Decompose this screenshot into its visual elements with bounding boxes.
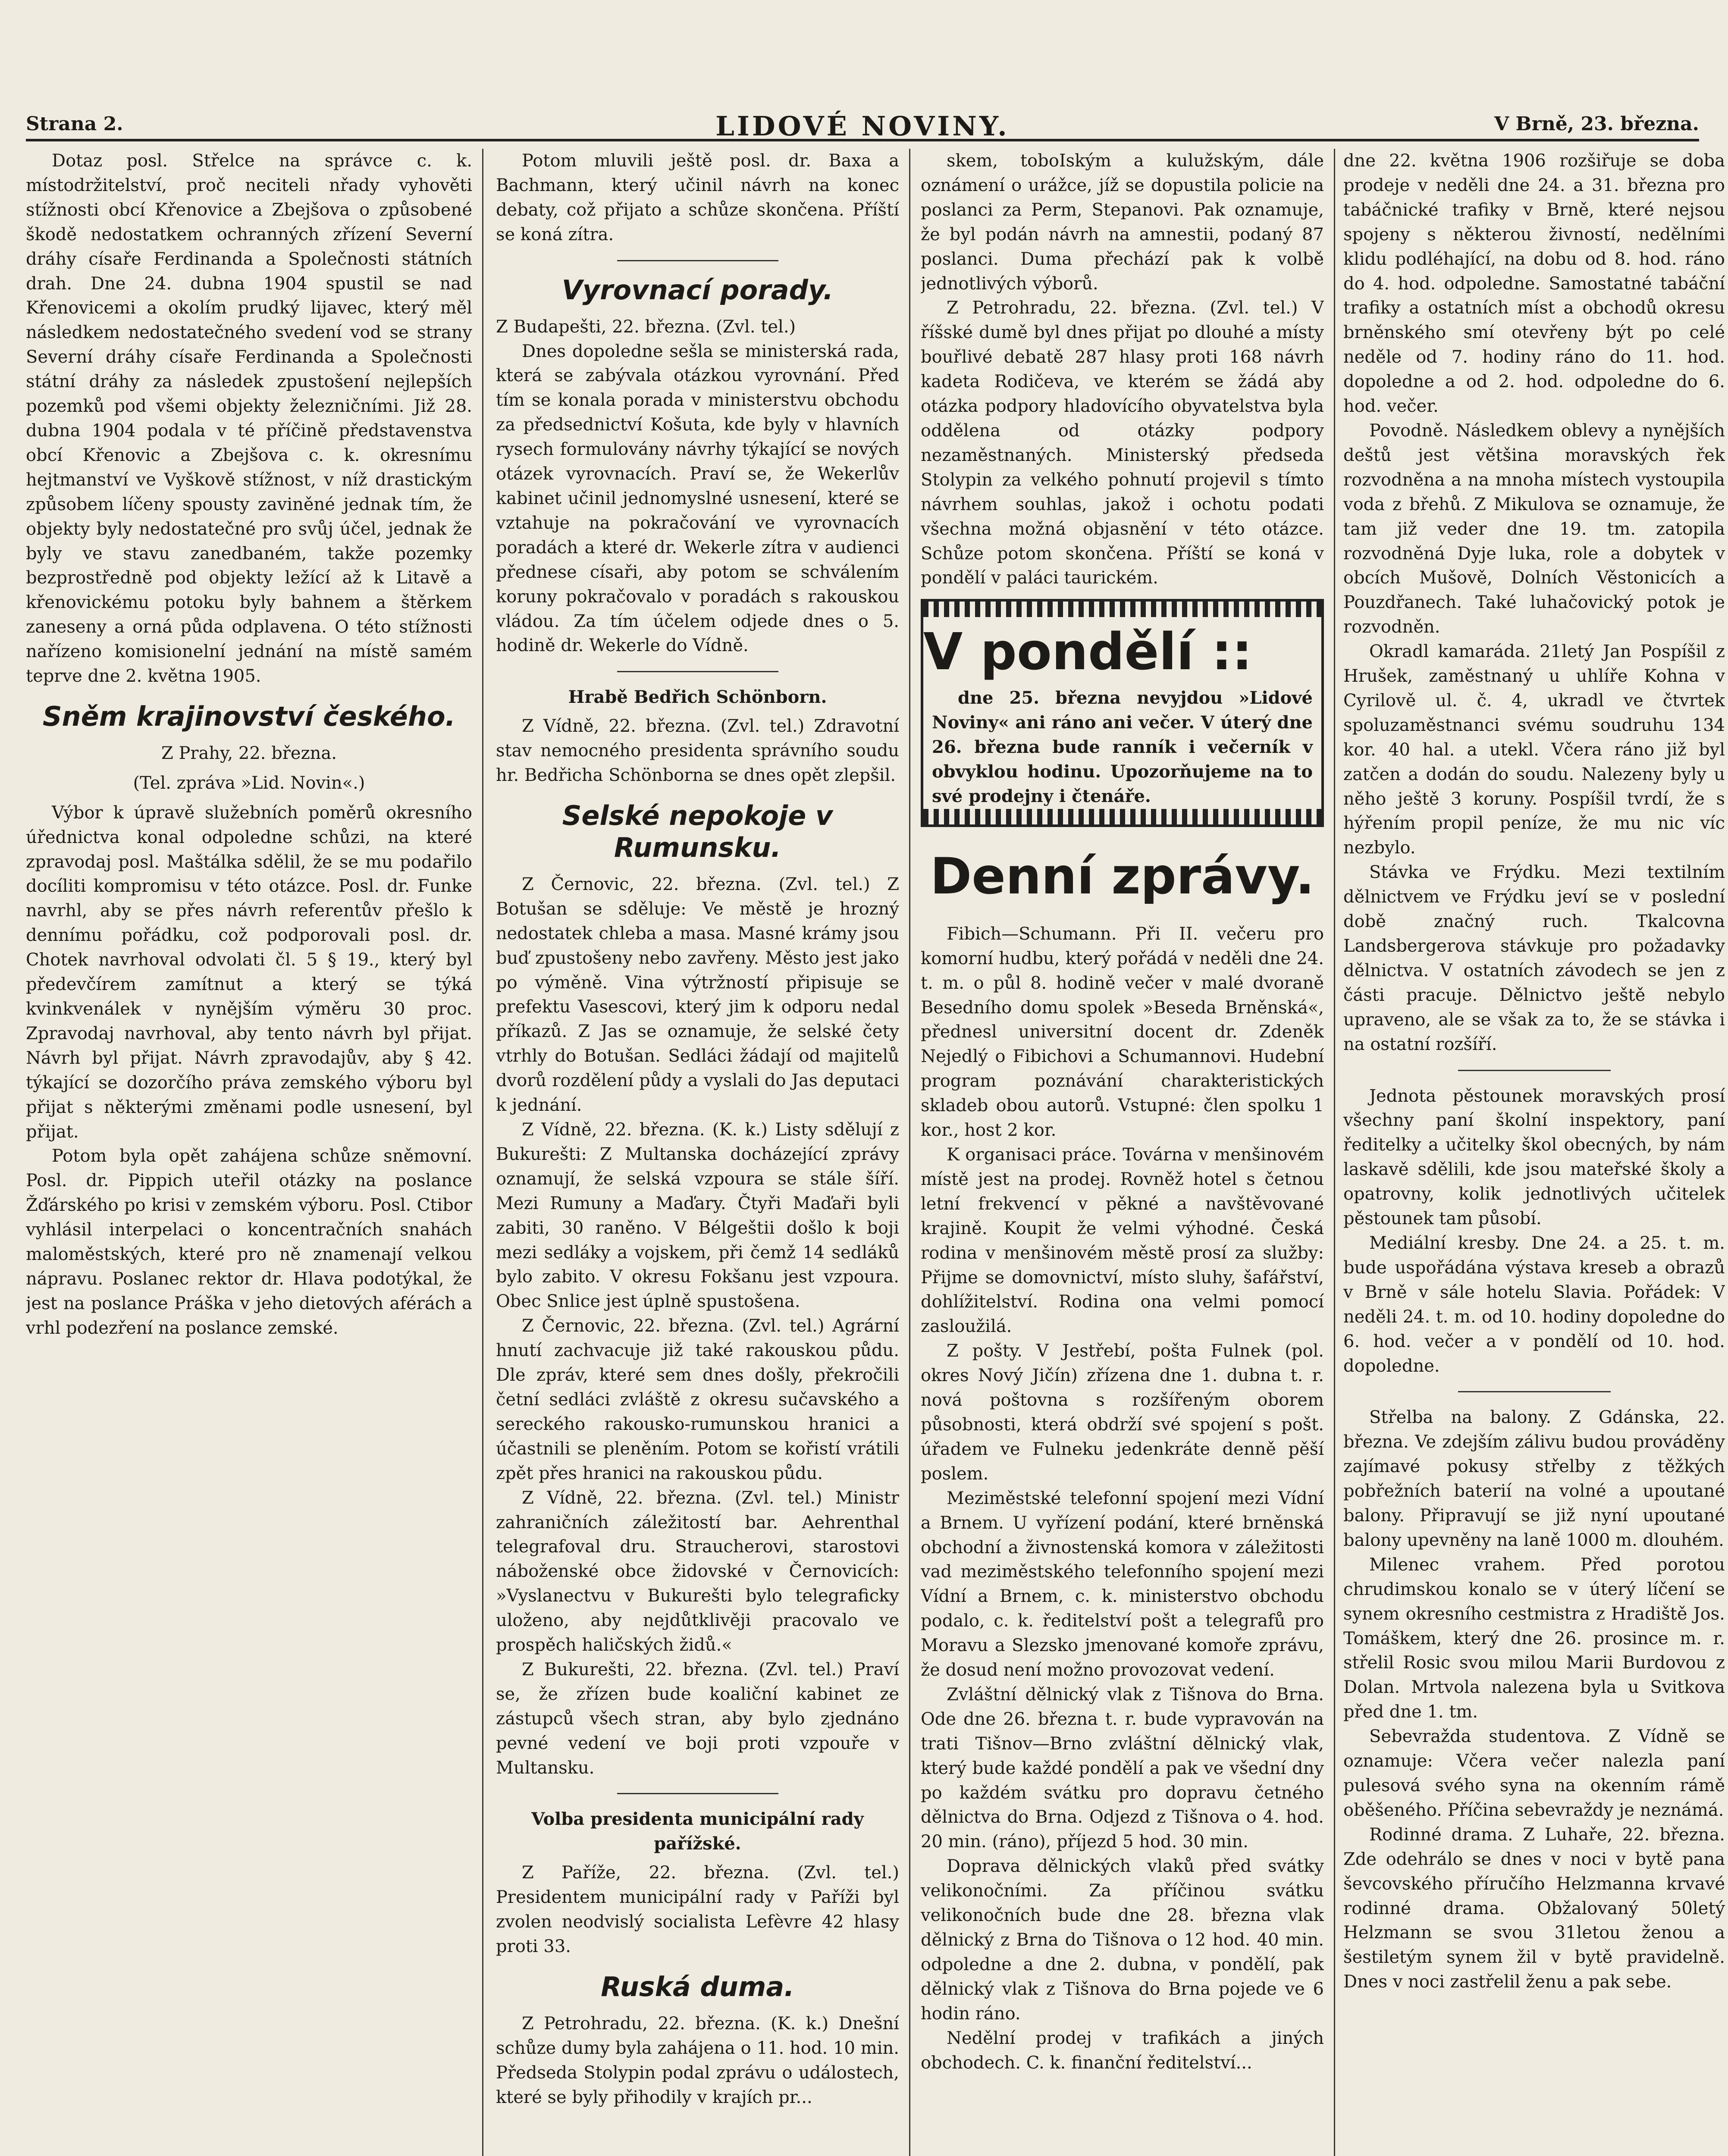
column-3 xyxy=(921,149,1324,2156)
column-2 xyxy=(496,149,899,2156)
masthead xyxy=(26,110,1699,142)
article-paragraph: Z Vídně, 22. března. (Zvl. tel.) Ministr zahraničních záležitostí bar. Aehrenthal telegrafoval dru. Straucherovi, starostovi náboženské obce židovské v Černovicích: »Vyslanectvu v Bukurešti bylo telegraficky uloženo, aby nejdůtklivěji pracovalo ve prospěch haličských židů.« xyxy=(496,1488,899,1655)
article-paragraph: Z Petrohradu, 22. března. (K. k.) Dnešní schůze dumy byla zahájena o 11. hod. 10 min. Předseda Stolypin podal zprávu o událostech, které se byly přihodily v krajích pr... xyxy=(496,2013,899,2107)
column-1 xyxy=(26,149,472,2156)
article-paragraph: Milenec vrahem. Před porotou chrudimskou konalo se v úterý líčení se synem okresního cestmistra z Hradiště Jos. Tomáškem, který dne 26. prosince m. r. střelil Rosic svou milou Marii Burdovou z Dolan. Mrtvola nalezena byla u Svitkova před dne 1. tm. xyxy=(1343,1554,1725,1722)
article-paragraph: Stávka ve Frýdku. Mezi textilním dělnictvem ve Frýdku jeví se v poslední době značný ruch. Tkalcovna Landsbergerova stávkuje pro požadavky dělnictva. V ostatních závodech se jen z části pracuje. Dělnictvo ještě nebylo upraveno, ale se však za to, že se stávka i na ostatní rozšíří. xyxy=(1343,862,1725,1054)
article-paragraph: K organisaci práce. Továrna v menšinovém místě jest na prodej. Rovněž hotel s četnou letní frekvencí v pěkné a navštěvované krajině. Koupit že velmi výhodné. Česká rodina v menšinovém městě prosí za služby: Přijme se domovnictví, místo sluhy, šafářství, dohlížitelství. Rodina ona velmi pomocí zasloužilá. xyxy=(921,1145,1324,1337)
newspaper-title: LIDOVÉ NOVINY. xyxy=(715,110,1010,142)
ornament-border xyxy=(923,809,1321,824)
article-paragraph: Meziměstské telefonní spojení mezi Vídní a Brnem. U vyřízení podání, které brněnská obchodní a živnostenská komora v záležitosti vad meziměstského telefonního spojení mezi Vídní a Brnem, c. k. ministerstvo obchodu podalo, c. k. ředitelství pošt a telegrafů pro Moravu a Slezsko jmenované komoře zprávu, že dosud není možno provozovat vedení. xyxy=(921,1488,1324,1680)
column-rule xyxy=(909,149,910,2156)
article-paragraph: Z Petrohradu, 22. března. (Zvl. tel.) V říšské dumě byl dnes přijat po dlouhé a místy bouřlivé debatě 287 hlasy proti 168 návrh kadeta Rodičeva, ve kterém se žádá aby otázka podpory hladovícího obyvatelstva byla oddělena od otázky podpory nezaměstnaných. Ministerský předseda Stolypin za velkého pohnutí projevil s tímto návrhem souhlas, jakož i ochotu podati všechna možná objasnění v této otázce. Schůze potom skončena. Příští se koná v pondělí v paláci taurickém. xyxy=(921,298,1324,588)
divider xyxy=(1458,1391,1611,1392)
article-heading: Ruská duma. xyxy=(601,1971,794,2002)
article-paragraph: Jednota pěstounek moravských prosí všechny paní školní inspektory, paní ředitelky a učitelky škol obecných, by nám laskavě sdělili, kde jsou mateřské školy a opatrovny, kolik jednotlivých učitelek pěstounek tam působí. xyxy=(1343,1086,1725,1229)
article-heading: Sněm krajinovství českého. xyxy=(42,700,456,732)
article-paragraph: Z Paříže, 22. března. (Zvl. tel.) Presidentem municipální rady v Paříži byl zvolen neodvislý socialista Lefèvre 42 hlasy proti 33. xyxy=(496,1863,899,1956)
article-paragraph: Povodně. Následkem oblevy a nynějších deštů jest většina moravských řek rozvodněna a na mnoha místech vystoupila voda z břehů. Z Mikulova se oznamuje, že tam již veder dne 19. tm. zatopila rozvodněná Dyje luka, role a dobytek v obcích Mušově, Dolních Věstonicích a Pouzdřanech. Také luhačovický potok je rozvodněn. xyxy=(1343,420,1725,637)
article-paragraph: Z Bukurešti, 22. března. (Zvl. tel.) Praví se, že zřízen bude koaliční kabinet ze zástupců všech stran, aby bylo zjednáno pevné vedení ve boji proti vzpouře v Multansku. xyxy=(496,1659,899,1778)
divider xyxy=(617,671,778,672)
dateline: Z Budapešti, 22. března. (Zvl. tel.) xyxy=(496,317,796,337)
page-number: Strana 2. xyxy=(26,113,123,135)
article-paragraph: Z Černovic, 22. března. (Zvl. tel.) Agrární hnutí zachvacuje již také rakouskou půdu. Dle zpráv, které sem dnes došly, překročili četní sedláci zvláště z okresu sučavského a sereckého rakousko-rumunskou hranici a účastnili se pleněním. Potom se kořistí vrátili zpět přes hranici na rakouskou půdu. xyxy=(496,1316,899,1483)
article-heading: Vyrovnací porady. xyxy=(561,274,834,306)
article-paragraph: Nedělní prodej v trafikách a jiných obchodech. C. k. finanční ředitelství... xyxy=(921,2028,1324,2073)
article-paragraph: Doprava dělnických vlaků před svátky velikonočními. Za příčinou svátku velikonočních bude dne 28. března vlak dělnický z Brna do Tišnova o 12 hod. 40 min. odpoledne a dne 2. dubna, v pondělí, pak dělnický vlak z Tišnova do Brna pojede ve 6 hodin ráno. xyxy=(921,1856,1324,2024)
article-paragraph: Z Vídně, 22. března. (Zvl. tel.) Zdravotní stav nemocného presidenta správního soudu hr. Bedřicha Schönborna se dnes opět zlepšil. xyxy=(496,716,899,786)
article-paragraph: Zvláštní dělnický vlak z Tišnova do Brna. Ode dne 26. března t. r. bude vypravován na trati Tišnov—Brno zvláštní dělnický vlak, který bude každé pondělí a pak ve všední dny po každém svátku pro dopravu četného dělnictva do Brna. Odjezd z Tišnova o 4. hod. 20 min. (ráno), příjezd 5 hod. 30 min. xyxy=(921,1684,1324,1852)
article-paragraph: Potom mluvili ještě posl. dr. Baxa a Bachmann, který učinil návrh na konec debaty, což přijato a schůze skončena. Příští se koná zítra. xyxy=(496,151,899,244)
article-paragraph: Sebevražda studentova. Z Vídně se oznamuje: Včera večer nalezla paní pulesová svého syna na okenním rámě oběšeného. Příčina sebevraždy je neznámá. xyxy=(1343,1727,1725,1820)
article-paragraph: Dnes dopoledne sešla se ministerská rada, která se zabývala otázkou vyrovnání. Před tím se konala porada v ministerstvu obchodu za předsednictví Košuta, kde byly v hlavních rysech formulovány návrhy týkající se nových otázek vyrovnacích. Praví se, že Wekerlův kabinet učinil jednomyslné usnesení, které se vztahuje na pokračování ve vyrovnacích poradách a které dr. Wekerle zítra v audienci přednese císaři, aby potom se schválením koruny pokračovalo v poradách s rakouskou vládou. Za tím účelem odjede dnes o 5. hodině dr. Wekerle do Vídně. xyxy=(496,341,899,656)
article-paragraph: Z pošty. V Jestřebí, pošta Fulnek (pol. okres Nový Jičín) zřízena dne 1. dubna t. r. nová poštovna s rozšířeným oborem působnosti, která obdrží své spojení s pošt. úřadem ve Fulneku jedenkráte denně pěší poslem. xyxy=(921,1341,1324,1484)
dateline: (Tel. zpráva »Lid. Novin«.) xyxy=(133,773,365,793)
article-paragraph: Dotaz posl. Střelce na správce c. k. místodržitelství, proč neciteli nřady vyhověti stížnosti obcí Křenovice a Zbejšova o způsobené škodě nedostatkem ochranných zřízení Severní dráhy císaře Ferdinanda a Společnosti státních drah. Dne 24. dubna 1904 spustil se nad Křenovicemi a okolím prudký lijavec, který měl následkem nedostatečného svedení vod se strany Severní dráhy císaře Ferdinanda a Společnosti státní dráhy za následek zpustošení nejlepších pozemků pod všemi objekty železničními. Již 28. dubna 1904 podala v té příčině představenstva obcí Křenovic a Zbejšova c. k. okresnímu hejtmanství ve Vyškově stížnost, v níž drastickým způsobem líčeny spousty zaviněné jednak tím, že objekty byly nedostatečné pro svůj účel, jednak že byly ve stavu zanedbaném, takže pozemky bezprostředně pod objekty ležící až k Litavě a křenovickému potoku byly bahnem a štěrkem zaneseny a orná půda odplavena. O této stížnosti nařízeno komisionelní jednání na místě samém teprve dne 2. května 1905. xyxy=(26,151,472,686)
notice-title: V pondělí :: xyxy=(923,622,1252,682)
column-rule xyxy=(1334,149,1335,2156)
article-heading: Selské nepokoje v Rumunsku. xyxy=(562,799,833,863)
article-heading: Hrabě Bedřich Schönborn. xyxy=(568,687,827,708)
column-rule xyxy=(482,149,483,2156)
article-paragraph: Fibich—Schumann. Při II. večeru pro komorní hudbu, který pořádá v neděli dne 24. t. m. o půl 8. hodině večer v malé dvoraně Besedního domu spolek »Beseda Brněnská«, přednesl universitní docent dr. Zdeněk Nejedlý o Fibichovi a Schumannovi. Hudební program poznávání charakteristických skladeb obou autorů. Vstupné: člen spolku 1 kor., host 2 kor. xyxy=(921,924,1324,1141)
column-4 xyxy=(1343,149,1725,2156)
dateline: Z Prahy, 22. března. xyxy=(161,743,337,763)
article-paragraph: skem, toboIským a kulužským, dále oznámení o urážce, jíž se dopustila policie na poslanci za Perm, Stepanovi. Pak oznamuje, že byl podán návrh na amnestii, podaný 87 poslanci. Duma přechází pak k volbě jednotlivých výborů. xyxy=(921,151,1324,294)
article-paragraph: dne 22. května 1906 rozšiřuje se doba prodeje v neděli dne 24. a 31. března pro tabáčnické trafiky v Brně, které nejsou spojeny s některou živností, nedělními klidu podléhající, na dobu od 8. hod. ráno do 4. hod. odpoledne. Samostatné tabáční trafiky a ostatních míst a obchodů okresu brněnského smí otevřeny být po celé neděle od 7. hodiny ráno do 11. hod. dopoledne a od 2. hod. odpoledne do 6. hod. večer. xyxy=(1343,151,1725,417)
divider xyxy=(1458,1070,1611,1071)
notice-banner xyxy=(921,599,1324,827)
issue-date: V Brně, 23. března. xyxy=(1494,113,1699,135)
article-paragraph: Z Černovic, 22. března. (Zvl. tel.) Z Botušan se sděluje: Ve městě je hrozný nedostatek chleba a masa. Masné krámy jsou buď zpustošeny nebo zavřeny. Město jest jako po výměně. Vina výtržností připisuje se prefektu Vasescovi, který jim k odporu nedal příkazů. Z Jas se oznamuje, že selské čety vtrhly do Botušan. Sedláci žádají od majitelů dvorů rozdělení půdy a vyslali do Jas deputaci k jednání. xyxy=(496,874,899,1116)
article-paragraph: Potom byla opět zahájena schůze sněmovní. Posl. dr. Pippich uteřil otázky na poslance Žďárského po krisi v zemském výboru. Posl. Ctibor vyhlásil interpelaci o koncentračních snahách maloměstských, které pro ně znamenají velkou nápravu. Poslanec rektor dr. Hlava podotýkal, že jest na poslance Práška v jeho dietových aférách a vrhl podezření na poslance zemské. xyxy=(26,1146,472,1338)
divider xyxy=(617,1793,778,1794)
article-paragraph: Výbor k úpravě služebních poměrů okresního úřednictva konal odpoledne schůzi, na které zpravodaj posl. Maštálka sdělil, že se mu podařilo docíliti kompromisu v této otázce. Posl. dr. Funke navrhl, aby se přes návrh referentův přešlo k dennímu pořádku, což podporovali posl. dr. Chotek navrhoval odvolati čl. 5 § 19., který byl předevčírem zamítnut a který se týká kvinkvenálek v nynějším výměru 30 proc. Zpravodaj navrhoval, aby tento návrh byl přijat. Návrh byl přijat. Návrh zpravodajův, aby § 42. týkající se dozorčího práva zemského výboru byl přijat s některými změnami podle usnesení, byl přijat. xyxy=(26,802,472,1142)
article-paragraph: Z Vídně, 22. března. (K. k.) Listy sdělují z Bukurešti: Z Multanska docházející zprávy oznamují, že selská vzpoura se stále šíří. Mezi Rumuny a Maďary. Čtyři Maďaři byli zabiti, 30 raněno. V Bélgeštii došlo k boji mezi sedláky a vojskem, při čemž 14 sedláků bylo zabito. V okresu Fokšanu jest vzpoura. Obec Snlice jest úplně spustošena. xyxy=(496,1120,899,1312)
article-paragraph: Okradl kamaráda. 21letý Jan Pospíšil z Hrušek, zaměstnaný u uhlíře Kohna v Cyrilově ul. č. 4, ukradl ve čtvrtek spoluzaměstnanci svému soudruhu 134 kor. 40 hal. a utekl. Včera ráno již byl zatčen a dodán do soudu. Nalezeny byly u něho ještě 3 koruny. Pospíšil tvrdí, že s hýřením propil peníze, že mu nic víc nezbylo. xyxy=(1343,642,1725,858)
article-paragraph: Střelba na balony. Z Gdánska, 22. března. Ve zdejším zálivu budou prováděny zajímavé pokusy střelby z těžkých pobřežních baterií na volné a upoutané balony. Připravují se již nyní upoutané balony upevněny na laně 1000 m. dlouhém. xyxy=(1343,1407,1725,1550)
section-title: Denní zprávy. xyxy=(930,847,1314,906)
ornament-border xyxy=(923,602,1321,617)
divider xyxy=(617,260,778,261)
article-paragraph: Rodinné drama. Z Luhaře, 22. března. Zde odehrálo se dnes v noci v bytě pana ševcovského příručího Helzmanna krvavé rodinné drama. Obžalovaný 50letý Helzmann se svou 31letou ženou a šestiletým synem žil v bytě pravidelně. Dnes v noci zastřelil ženu a pak sebe. xyxy=(1343,1824,1725,1992)
article-paragraph: Mediální kresby. Dne 24. a 25. t. m. bude uspořádána výstava kreseb a obrazů v Brně v sále hotelu Slavia. Pořádek: V neděli 24. t. m. od 10. hodiny dopoledne do 6. hod. večer a v pondělí od 10. hod. dopoledne. xyxy=(1343,1233,1725,1376)
article-heading: Volba presidenta municipální rady pařížské. xyxy=(531,1809,864,1854)
notice-text: dne 25. března nevyjdou »Lidové Noviny« ani ráno ani večer. V úterý dne 26. března bude ranník i večerník v obvyklou hodinu. Upozorňujeme na to své prodejny i čtenáře. xyxy=(932,688,1313,806)
